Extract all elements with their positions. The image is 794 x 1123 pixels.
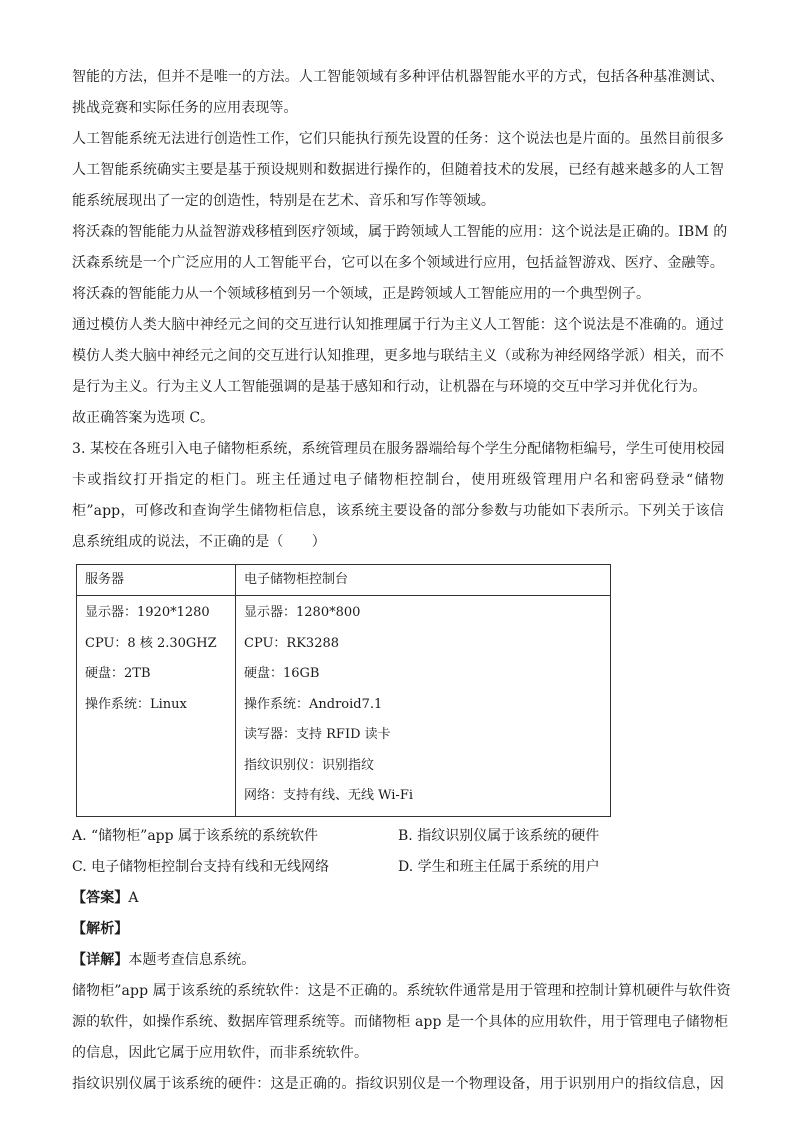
console-cpu: CPU：RK3288 [244, 635, 340, 651]
server-display: 显示器：1920*1280 [85, 605, 210, 620]
answer-line [72, 883, 724, 914]
detail-label: 【详解】 [72, 951, 129, 968]
server-disk: 硬盘：2TB [85, 666, 151, 681]
paragraph-line: 储物柜”app 属于该系统的系统软件：这是不正确的。系统软件通常是用于管理和控制计算机硬件与软件资 [72, 982, 731, 999]
paragraph-line: 模仿人类大脑中神经元之间的交互进行认知推理，更多地与联结主义（或称为神经网络学派）相关，而不 [72, 348, 724, 364]
console-disk: 硬盘：16GB [244, 666, 320, 681]
question-stem-line: 卡或指纹打开指定的柜门。班主任通过电子储物柜控制台，使用班级管理用户名和密码登录“储物 [72, 472, 724, 488]
console-right-col [244, 720, 430, 812]
conclusion-line: 故正确答案为选项 C。 [72, 410, 215, 426]
console-reader: 读写器：支持 RFID 读卡 [244, 727, 391, 742]
paragraph-line: 将沃森的智能能力从益智游戏移植到医疗领域，属于跨领域人工智能的应用：这个说法是正确的。IBM 的 [72, 224, 728, 240]
detail-line [72, 945, 724, 976]
paragraph-line: 通过模仿人类大脑中神经元之间的交互进行认知推理属于行为主义人工智能：这个说法是不准确的。通过 [72, 317, 724, 333]
paragraph-line: 人工智能系统确实主要是基于预设规则和数据进行操作的，但随着技术的发展，已经有越来越多的人工智 [72, 162, 724, 178]
detail-intro: 本题考查信息系统。 [128, 951, 256, 968]
server-specs [77, 596, 236, 817]
paragraph-line: 是行为主义。行为主义人工智能强调的是基于感知和行动，让机器在与环境的交互中学习并优化行为。 [72, 379, 707, 395]
console-specs [236, 596, 611, 817]
option-b: B. 指纹识别仪属于该系统的硬件 [398, 827, 600, 844]
console-os: 操作系统：Android7.1 [244, 696, 383, 712]
paragraph-line: 的信息，因此它属于应用软件，而非系统软件。 [72, 1044, 369, 1061]
console-display: 显示器：1280*800 [244, 605, 361, 620]
question-stem-line: 息系统组成的说法，不正确的是（ ） [72, 534, 326, 550]
server-os: 操作系统：Linux [85, 696, 187, 712]
spec-table [76, 564, 611, 817]
paragraph-line: 人工智能系统无法进行创造性工作，它们只能执行预先设置的任务：这个说法也是片面的。虽然目前很多 [72, 131, 724, 147]
question-stem-line: 3. 某校在各班引入电子储物柜系统，系统管理员在服务器端给每个学生分配储物柜编号，学生可使用校园 [72, 441, 725, 457]
server-header: 服务器 [77, 565, 236, 596]
console-network: 网络：支持有线、无线 Wi-Fi [244, 788, 413, 803]
paragraph-line: 指纹识别仪属于该系统的硬件：这是正确的。指纹识别仪是一个物理设备，用于识别用户的指纹信息，因 [72, 1075, 724, 1092]
console-fingerprint: 指纹识别仪：识别指纹 [244, 757, 375, 773]
paragraph-line: 挑战竞赛和实际任务的应用表现等。 [72, 100, 298, 116]
paragraph-line: 源的软件，如操作系统、数据库管理系统等。而储物柜 app 是一个具体的应用软件，用于管理电子储物柜 [72, 1013, 729, 1030]
paragraph-line: 智能的方法，但并不是唯一的方法。人工智能领域有多种评估机器智能水平的方式，包括各种基准测试、 [72, 69, 724, 85]
console-left-col [244, 598, 422, 720]
server-cpu: CPU：8 核 2.30GHZ [85, 635, 217, 651]
analysis-label: 【解析】 [72, 920, 129, 937]
question-stem-line: 柜”app，可修改和查询学生储物柜信息，该系统主要设备的部分参数与功能如下表所示。下列关于该信 [72, 503, 724, 519]
paragraph-line: 沃森系统是一个广泛应用的人工智能平台，它可以在多个领域进行应用，包括益智游戏、医疗、金融等。 [72, 255, 724, 271]
document-page [72, 62, 731, 1100]
paragraph-line: 将沃森的智能能力从一个领域移植到另一个领域，正是跨领域人工智能应用的一个典型例子。 [72, 286, 651, 302]
answer-value: A [128, 889, 139, 906]
option-d: D. 学生和班主任属于系统的用户 [398, 858, 600, 875]
console-header: 电子储物柜控制台 [236, 565, 611, 596]
option-c: C. 电子储物柜控制台支持有线和无线网络 [72, 858, 330, 875]
analysis-line [72, 914, 724, 945]
answer-options [72, 821, 724, 883]
option-a: A. “储物柜”app 属于该系统的系统软件 [72, 827, 319, 844]
answer-label: 【答案】 [72, 889, 129, 906]
paragraph-line: 能系统展现出了一定的创造性，特别是在艺术、音乐和写作等领域。 [72, 193, 495, 209]
